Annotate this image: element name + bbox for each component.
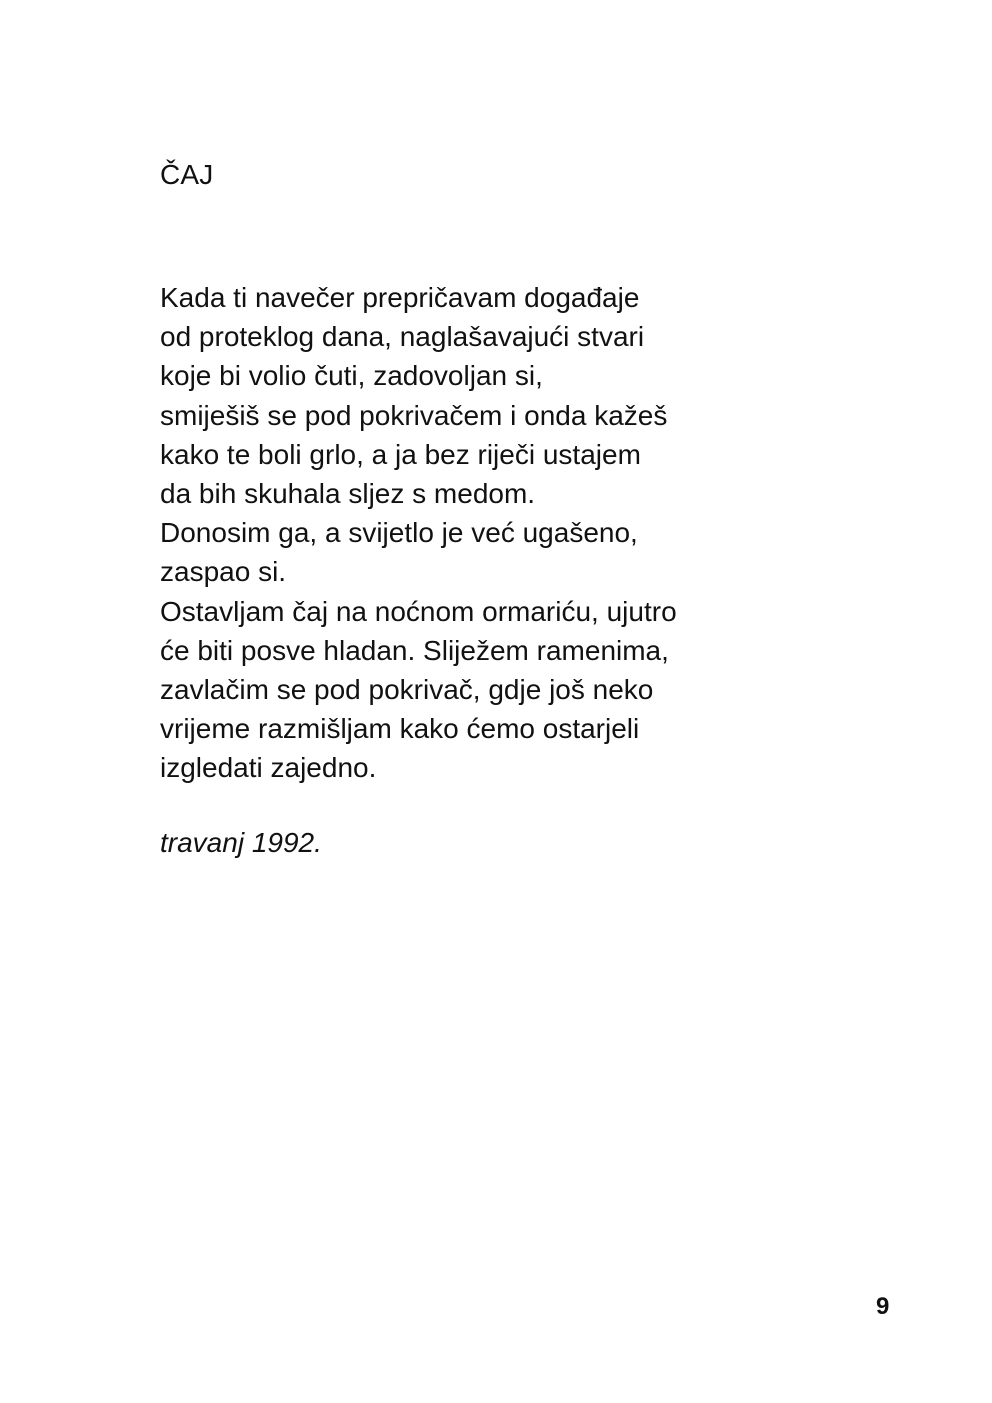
poem-line: Ostavljam čaj na noćnom ormariću, ujutro [160,595,677,627]
poem-line: Kada ti navečer prepričavam događaje [160,282,640,313]
poem-line: Donosim ga, a svijetlo je već ugašeno, [160,517,638,549]
poem-line: da bih skuhala sljez s medom. [160,478,536,510]
poem-line: izgledati zajedno. [160,752,377,784]
poem-line: će biti posve hladan. Sliježem ramenima, [160,634,669,666]
poem-line: zaspao si. [160,556,287,588]
poem-line: vrijeme razmišljam kako ćemo ostarjeli [160,713,640,745]
page-number: 9 [876,1293,890,1320]
poem-line: zavlačim se pod pokrivač, gdje još neko [160,674,654,706]
poem-line: smiješiš se pod pokrivačem i onda kažeš [160,399,668,431]
poem-date: travanj 1992. [160,827,322,858]
poem-line: kako te boli grlo, a ja bez riječi ustajem [160,438,641,470]
poem-line: koje bi volio čuti, zadovoljan si, [160,360,543,392]
poem-title: ČAJ [160,159,214,190]
poem-body [160,278,860,788]
poem-line: od proteklog dana, naglašavajući stvari [160,321,645,353]
